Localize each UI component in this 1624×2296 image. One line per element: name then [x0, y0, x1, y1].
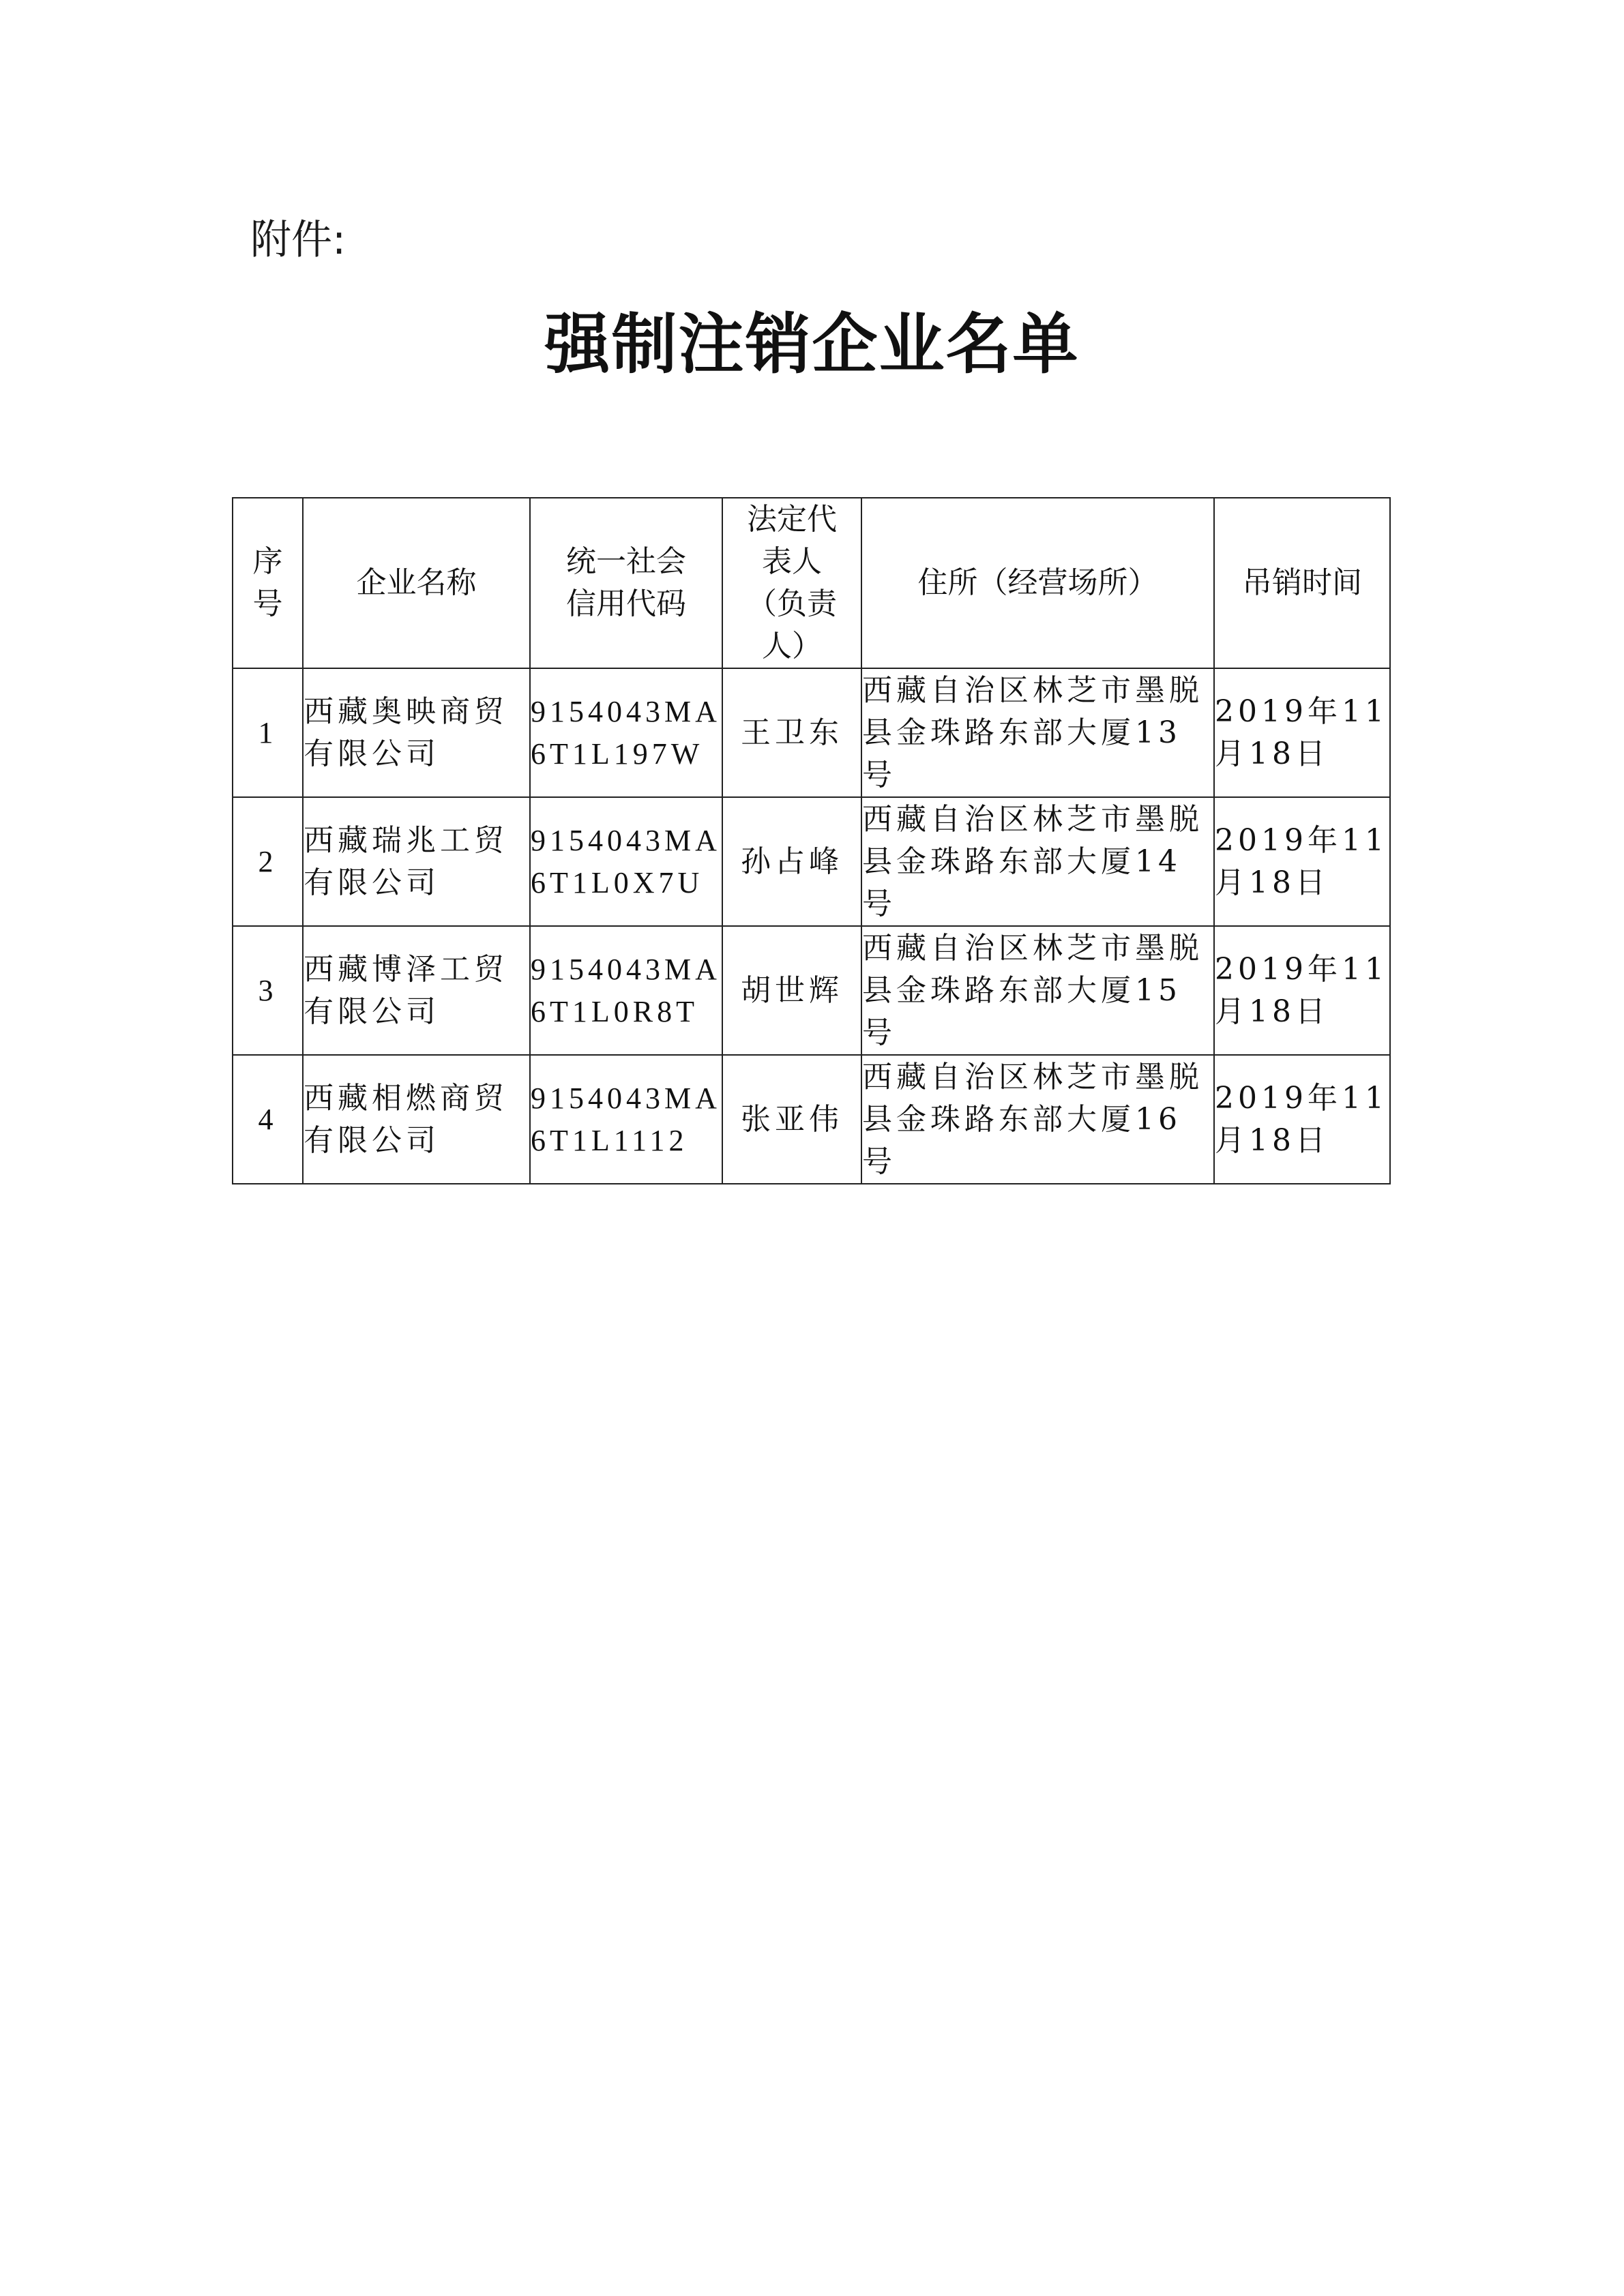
cell-legal-rep: 张亚伟	[722, 1055, 861, 1184]
cell-revocation-date	[1214, 1055, 1390, 1184]
table-row	[233, 926, 1390, 1055]
cell-seq: 4	[233, 1055, 303, 1184]
column-header-seq	[233, 498, 303, 668]
cell-legal-rep: 孙占峰	[722, 797, 861, 926]
cell-revocation-date	[1214, 926, 1390, 1055]
attachment-label: 附件:	[250, 216, 346, 264]
table-row	[233, 668, 1390, 797]
header-text: 住所（经营场所）	[917, 565, 1158, 600]
address-text: 西藏自治区林芝市墨脱县金珠路东部大厦14号	[862, 801, 1203, 921]
table-row	[233, 1055, 1390, 1184]
company-name-text: 西藏博泽工贸有限公司	[304, 951, 508, 1029]
credit-code-text: 9154043MA6T1L197W	[531, 694, 721, 771]
header-text: 统一社会 信用代码	[566, 544, 686, 621]
column-header-address	[861, 498, 1214, 668]
column-header-legal-rep	[722, 498, 861, 668]
revocation-date-text: 2019年11月18日	[1215, 1080, 1388, 1158]
credit-code-text: 9154043MA6T1L0R8T	[531, 952, 721, 1028]
deregistered-companies-table	[232, 497, 1391, 1184]
cell-company-name	[303, 1055, 530, 1184]
address-text: 西藏自治区林芝市墨脱县金珠路东部大厦16号	[862, 1059, 1203, 1179]
cell-revocation-date	[1214, 797, 1390, 926]
cell-address	[861, 797, 1214, 926]
revocation-date-text: 2019年11月18日	[1215, 951, 1388, 1029]
cell-seq: 3	[233, 926, 303, 1055]
header-text: 法定代 表人 （负责 人）	[747, 502, 837, 664]
cell-legal-rep: 王卫东	[722, 668, 861, 797]
cell-seq: 2	[233, 797, 303, 926]
cell-credit-code	[530, 797, 722, 926]
cell-company-name	[303, 797, 530, 926]
cell-legal-rep: 胡世辉	[722, 926, 861, 1055]
address-text: 西藏自治区林芝市墨脱县金珠路东部大厦15号	[862, 930, 1203, 1050]
company-name-text: 西藏奥映商贸有限公司	[304, 694, 508, 771]
cell-credit-code	[530, 668, 722, 797]
table-header-row	[233, 498, 1390, 668]
company-name-text: 西藏相燃商贸有限公司	[304, 1080, 508, 1158]
cell-credit-code	[530, 926, 722, 1055]
cell-address	[861, 668, 1214, 797]
credit-code-text: 9154043MA6T1L1112	[531, 1081, 721, 1157]
document-title: 强制注销企业名单	[544, 305, 1080, 383]
cell-seq: 1	[233, 668, 303, 797]
cell-company-name	[303, 668, 530, 797]
company-name-text: 西藏瑞兆工贸有限公司	[304, 822, 508, 900]
table-row	[233, 797, 1390, 926]
column-header-credit-code	[530, 498, 722, 668]
column-header-revocation-date	[1214, 498, 1390, 668]
column-header-company-name	[303, 498, 530, 668]
header-text: 企业名称	[356, 565, 477, 600]
cell-company-name	[303, 926, 530, 1055]
revocation-date-text: 2019年11月18日	[1215, 822, 1388, 900]
cell-address	[861, 1055, 1214, 1184]
cell-credit-code	[530, 1055, 722, 1184]
revocation-date-text: 2019年11月18日	[1215, 694, 1388, 771]
address-text: 西藏自治区林芝市墨脱县金珠路东部大厦13号	[862, 672, 1203, 792]
cell-address	[861, 926, 1214, 1055]
header-text: 序 号	[252, 544, 283, 621]
cell-revocation-date	[1214, 668, 1390, 797]
header-text: 吊销时间	[1242, 565, 1362, 600]
credit-code-text: 9154043MA6T1L0X7U	[531, 823, 721, 899]
